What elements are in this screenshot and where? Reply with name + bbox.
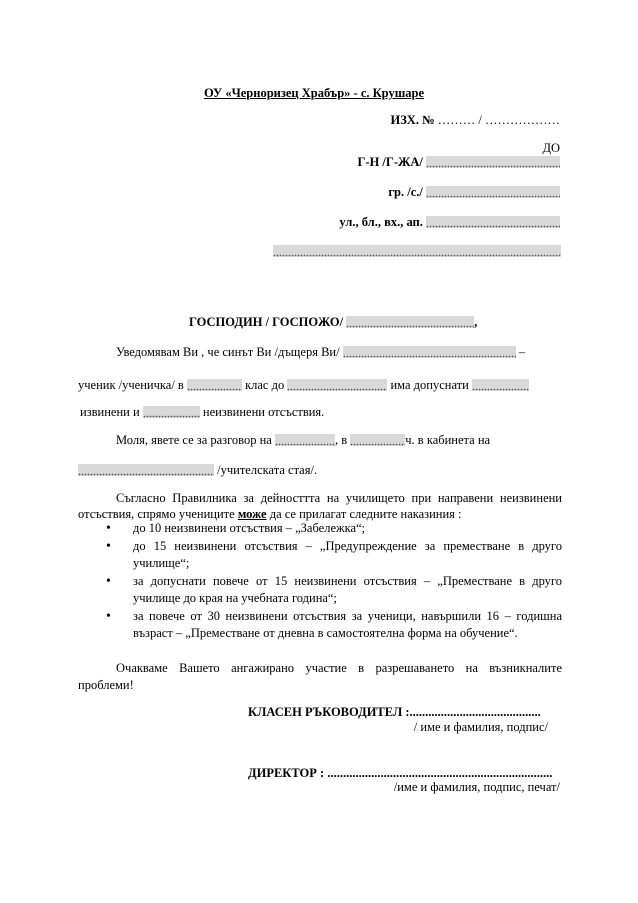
bullet-icon: • [106, 574, 111, 589]
paragraph-class-line [78, 378, 529, 393]
salutation [189, 315, 477, 330]
penalty-text: до 15 неизвинени отсъствия – „Предупреждение за преместване в друго училище“; [133, 539, 562, 570]
list-item [104, 520, 562, 537]
addressee-street-label: ул., бл., вх., ап. [339, 215, 423, 229]
paragraph-meeting [116, 433, 490, 448]
outgoing-separator: / [475, 113, 485, 127]
meeting-place-text: ч. в кабинета на [405, 433, 491, 447]
meeting-text: Моля, явете се за разговор на [116, 433, 272, 447]
until-text: клас до [241, 378, 285, 392]
absences-text: има допуснати [387, 378, 469, 392]
penalty-list [104, 520, 562, 643]
meeting-date-blank[interactable] [275, 434, 335, 446]
director-signature-hint: /име и фамилия, подпис, печат/ [393, 780, 560, 794]
room-text: /учителската стая/. [214, 463, 318, 477]
bullet-icon: • [106, 521, 111, 536]
director-signature-line [248, 766, 552, 781]
school-name: ОУ «Черноризец Храбър» - с. Крушаре [204, 86, 425, 100]
outgoing-number-dots: ……… [437, 113, 476, 127]
notify-dash: – [515, 345, 526, 359]
outgoing-number [390, 113, 560, 128]
class-text: ученик /ученичка/ в [78, 378, 184, 392]
salutation-blank[interactable] [346, 316, 474, 328]
excused-text: извинени и [80, 405, 140, 419]
director-label: ДИРЕКТОР : [248, 766, 325, 780]
unexcused-count-blank[interactable] [143, 406, 200, 418]
list-item [104, 608, 562, 642]
addressee-city-row [388, 185, 560, 200]
bullet-icon: • [106, 539, 111, 554]
salutation-comma: , [474, 315, 478, 329]
paragraph-rules-intro [78, 490, 562, 522]
class-blank[interactable] [187, 379, 242, 391]
addressee-name-row [357, 155, 560, 170]
meeting-time-blank[interactable] [350, 434, 405, 446]
addressee-name-blank[interactable] [426, 156, 560, 168]
addressee-extra-blank[interactable] [273, 245, 561, 257]
paragraph-closing: Очакваме Вашето ангажирано участие в разрешаването на възникналите проблеми! [78, 661, 562, 692]
outgoing-prefix: ИЗХ. № [390, 113, 435, 127]
rules-intro-end: да се прилагат следните наказиния : [266, 507, 462, 521]
addressee-to: ДО [542, 141, 560, 155]
addressee-extra-row [273, 244, 561, 259]
notify-text: Уведомявам Ви , че синът Ви /дъщеря Ви/ [116, 345, 340, 359]
addressee-city-label: гр. /с./ [388, 185, 423, 199]
addressee-street-row [339, 215, 560, 230]
list-item [104, 573, 562, 607]
bullet-icon: • [106, 609, 111, 624]
room-blank[interactable] [78, 464, 214, 476]
rules-intro-text: Съгласно Правилника за дейносттта на училището при направени неизвинени отсъствия, спрямо учениците [78, 491, 562, 521]
rules-may-word: може [237, 507, 267, 521]
paragraph-unexcused-line [80, 405, 324, 420]
meeting-at-text: , в [334, 433, 348, 447]
list-item [104, 538, 562, 572]
teacher-signature-hint: / име и фамилия, подпис/ [413, 720, 548, 734]
teacher-signature-dots[interactable]: .......................................... [409, 705, 541, 719]
student-name-blank[interactable] [343, 346, 516, 358]
unexcused-text: неизвинени отсъствия. [199, 405, 325, 419]
paragraph-notify [116, 345, 525, 360]
penalty-text: за допуснати повече от 15 неизвинени отсъствия – „Преместване в друго училище до края на учебната година“; [133, 574, 562, 605]
teacher-label: КЛАСЕН РЪКОВОДИТЕЛ : [248, 705, 410, 719]
excused-count-blank[interactable] [472, 379, 529, 391]
addressee-name-label: Г-Н /Г-ЖА/ [357, 155, 423, 169]
penalty-text: за повече от 30 неизвинени отсъствия за ученици, навършили 16 – годишна възраст – „Преместване от дневна в самостоятелна форма на обучение“. [133, 609, 562, 640]
paragraph-room-line [78, 463, 317, 478]
until-date-blank[interactable] [287, 379, 387, 391]
addressee-street-blank[interactable] [426, 216, 560, 228]
salutation-text: ГОСПОДИН / ГОСПОЖО/ [189, 315, 344, 329]
penalty-text: до 10 неизвинени отсъствия – „Забележка“; [133, 521, 366, 535]
outgoing-date-dots: ……………… [485, 113, 560, 127]
addressee-city-blank[interactable] [426, 186, 560, 198]
teacher-signature-line [248, 705, 541, 720]
director-signature-dots[interactable]: ........................................................................ [327, 766, 553, 780]
